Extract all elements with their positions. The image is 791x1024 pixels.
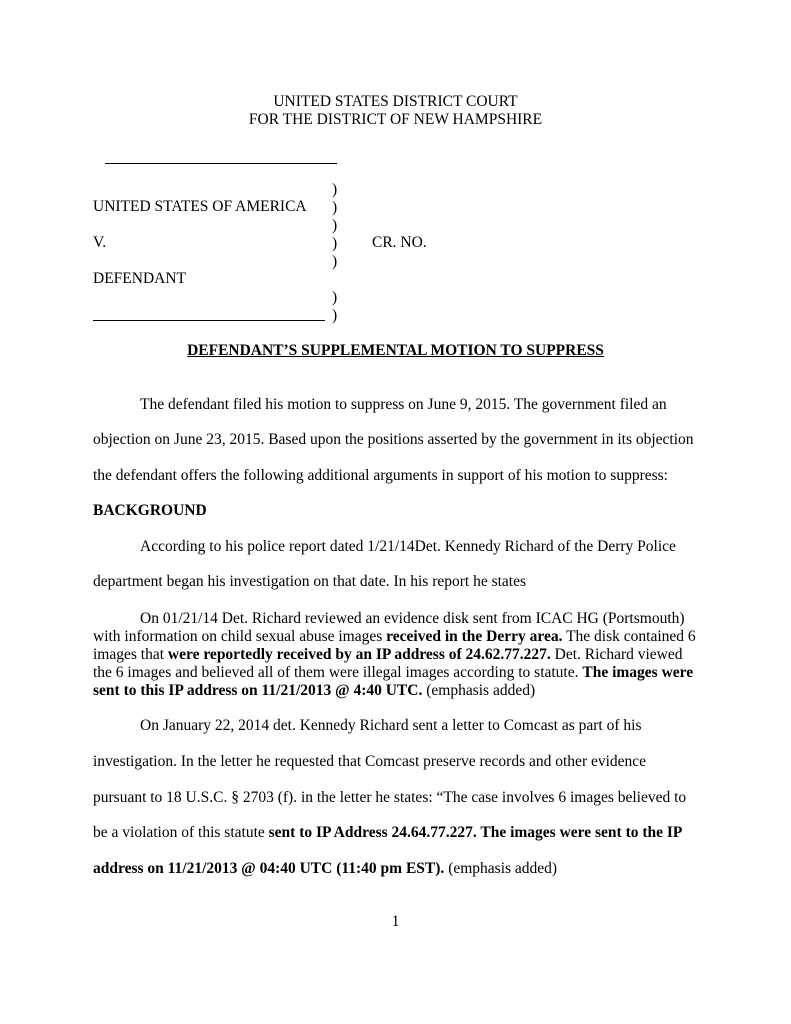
para2-line: be a violation of this statute sent to IP Address 24.64.77.227. The images were sent to the IP	[93, 824, 683, 841]
quote-line: On 01/21/14 Det. Richard reviewed an evidence disk sent from ICAC HG (Portsmouth)	[140, 610, 685, 627]
caption-bottom-rule	[93, 320, 325, 321]
quote-line: sent to this IP address on 11/21/2013 @ 4:40 UTC. (emphasis added)	[93, 682, 536, 699]
quote-line: images that were reportedly received by an IP address of 24.62.77.227. Det. Richard viewed	[93, 646, 683, 663]
case-number-label: CR. NO.	[372, 234, 427, 251]
caption-paren: )	[332, 289, 338, 306]
intro-line: objection on June 23, 2015. Based upon the positions asserted by the government in its objection	[93, 431, 694, 448]
intro-line: the defendant offers the following additional arguments in support of his motion to suppress:	[93, 467, 668, 484]
caption-plaintiff: UNITED STATES OF AMERICA	[93, 198, 307, 215]
para2-line: investigation. In the letter he requested that Comcast preserve records and other evidence	[93, 753, 647, 770]
caption-versus: V.	[93, 234, 107, 251]
section-heading-background: BACKGROUND	[93, 502, 207, 519]
caption-paren: )	[332, 181, 338, 198]
quote-line: the 6 images and believed all of them were illegal images according to statute. The images were	[93, 664, 694, 681]
quote-line: with information on child sexual abuse images received in the Derry area. The disk contained 6	[93, 628, 696, 645]
court-district: FOR THE DISTRICT OF NEW HAMPSHIRE	[248, 111, 543, 128]
caption-paren: )	[332, 217, 338, 234]
page-number: 1	[391, 913, 400, 930]
caption-paren: )	[332, 199, 338, 216]
caption-paren: )	[332, 235, 338, 252]
motion-title: DEFENDANT’S SUPPLEMENTAL MOTION TO SUPPRESS	[187, 342, 604, 359]
para2-line: address on 11/21/2013 @ 04:40 UTC (11:40 pm EST). (emphasis added)	[93, 860, 558, 877]
caption-paren: )	[332, 253, 338, 270]
para2-line: pursuant to 18 U.S.C. § 2703 (f). in the letter he states: “The case involves 6 images believed to	[93, 789, 687, 806]
caption-paren: )	[332, 307, 338, 324]
background-line: According to his police report dated 1/21/14Det. Kennedy Richard of the Derry Police	[140, 538, 676, 555]
para2-line: On January 22, 2014 det. Kennedy Richard sent a letter to Comcast as part of his	[140, 717, 642, 734]
caption-top-rule	[105, 163, 337, 164]
caption-defendant: DEFENDANT	[93, 270, 186, 287]
background-line: department began his investigation on that date. In his report he states	[93, 573, 527, 590]
court-name: UNITED STATES DISTRICT COURT	[273, 93, 518, 110]
intro-line: The defendant filed his motion to suppress on June 9, 2015. The government filed an	[140, 396, 667, 413]
